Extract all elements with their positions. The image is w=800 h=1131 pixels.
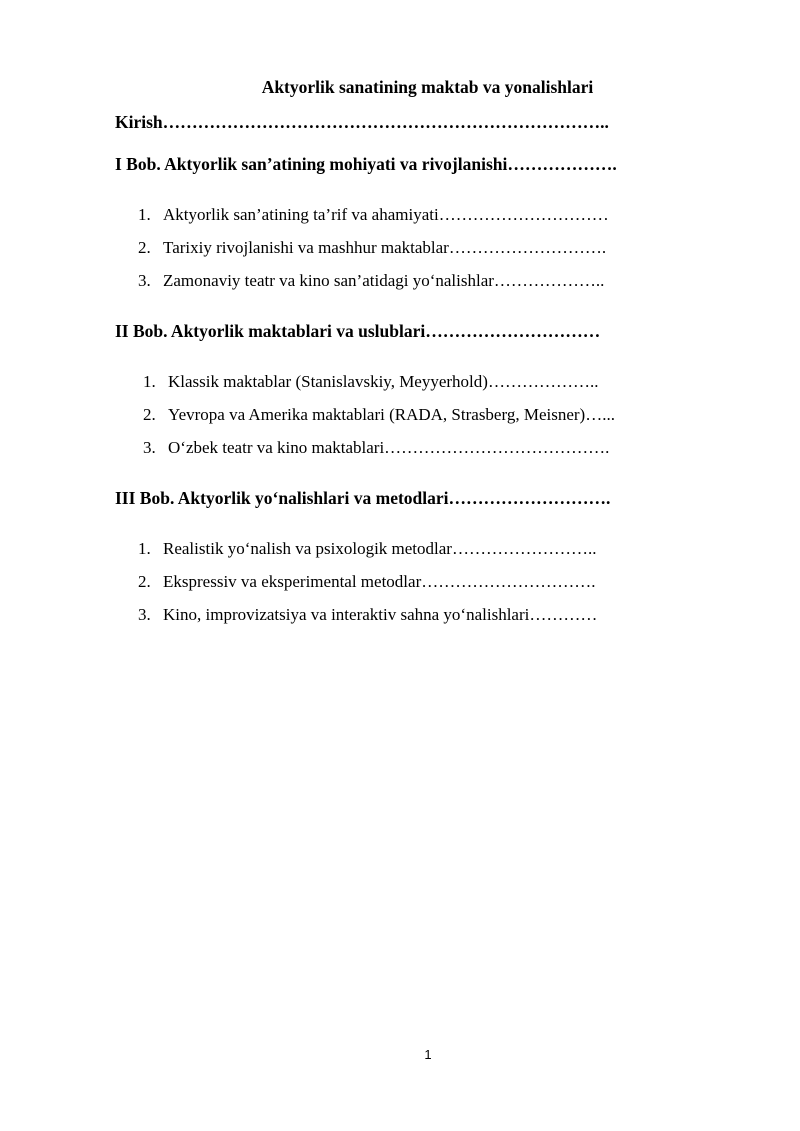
- item-number: 2.: [143, 405, 156, 424]
- document-title: Aktyorlik sanatining maktab va yonalishlari: [261, 77, 594, 97]
- item-text: O‘zbek teatr va kino maktablari………………………………….: [168, 438, 610, 457]
- chapter-2-heading: II Bob. Aktyorlik maktablari va uslublari…………………………: [115, 321, 601, 341]
- item-number: 3.: [143, 438, 156, 457]
- page-number: 1: [424, 1047, 432, 1062]
- item-text: Ekspressiv va eksperimental metodlar………………………….: [163, 572, 596, 591]
- item-text: Kino, improvizatsiya va interaktiv sahna yo‘nalishlari…………: [163, 605, 598, 624]
- item-number: 3.: [138, 605, 151, 624]
- item-text: Klassik maktablar (Stanislavskiy, Meyyerhold)………………..: [168, 372, 599, 391]
- item-text: Zamonaviy teatr va kino san’atidagi yo‘nalishlar………………..: [163, 271, 605, 290]
- item-number: 1.: [138, 205, 151, 224]
- item-number: 3.: [138, 271, 151, 290]
- item-text: Aktyorlik san’atining ta’rif va ahamiyati…………………………: [163, 205, 609, 224]
- item-text: Realistik yo‘nalish va psixologik metodlar……………………..: [163, 539, 597, 558]
- item-number: 2.: [138, 238, 151, 257]
- item-text: Tarixiy rivojlanishi va mashhur maktablar……………………….: [163, 238, 607, 257]
- item-text: Yevropa va Amerika maktablari (RADA, Strasberg, Meisner)…...: [168, 405, 615, 424]
- item-number: 1.: [138, 539, 151, 558]
- toc-intro: Kirish…………………………………………………………………..: [115, 112, 609, 132]
- chapter-1-heading: I Bob. Aktyorlik san’atining mohiyati va rivojlanishi……………….: [115, 154, 617, 174]
- item-number: 1.: [143, 372, 156, 391]
- chapter-3-heading: III Bob. Aktyorlik yo‘nalishlari va metodlari……………………….: [115, 488, 611, 508]
- item-number: 2.: [138, 572, 151, 591]
